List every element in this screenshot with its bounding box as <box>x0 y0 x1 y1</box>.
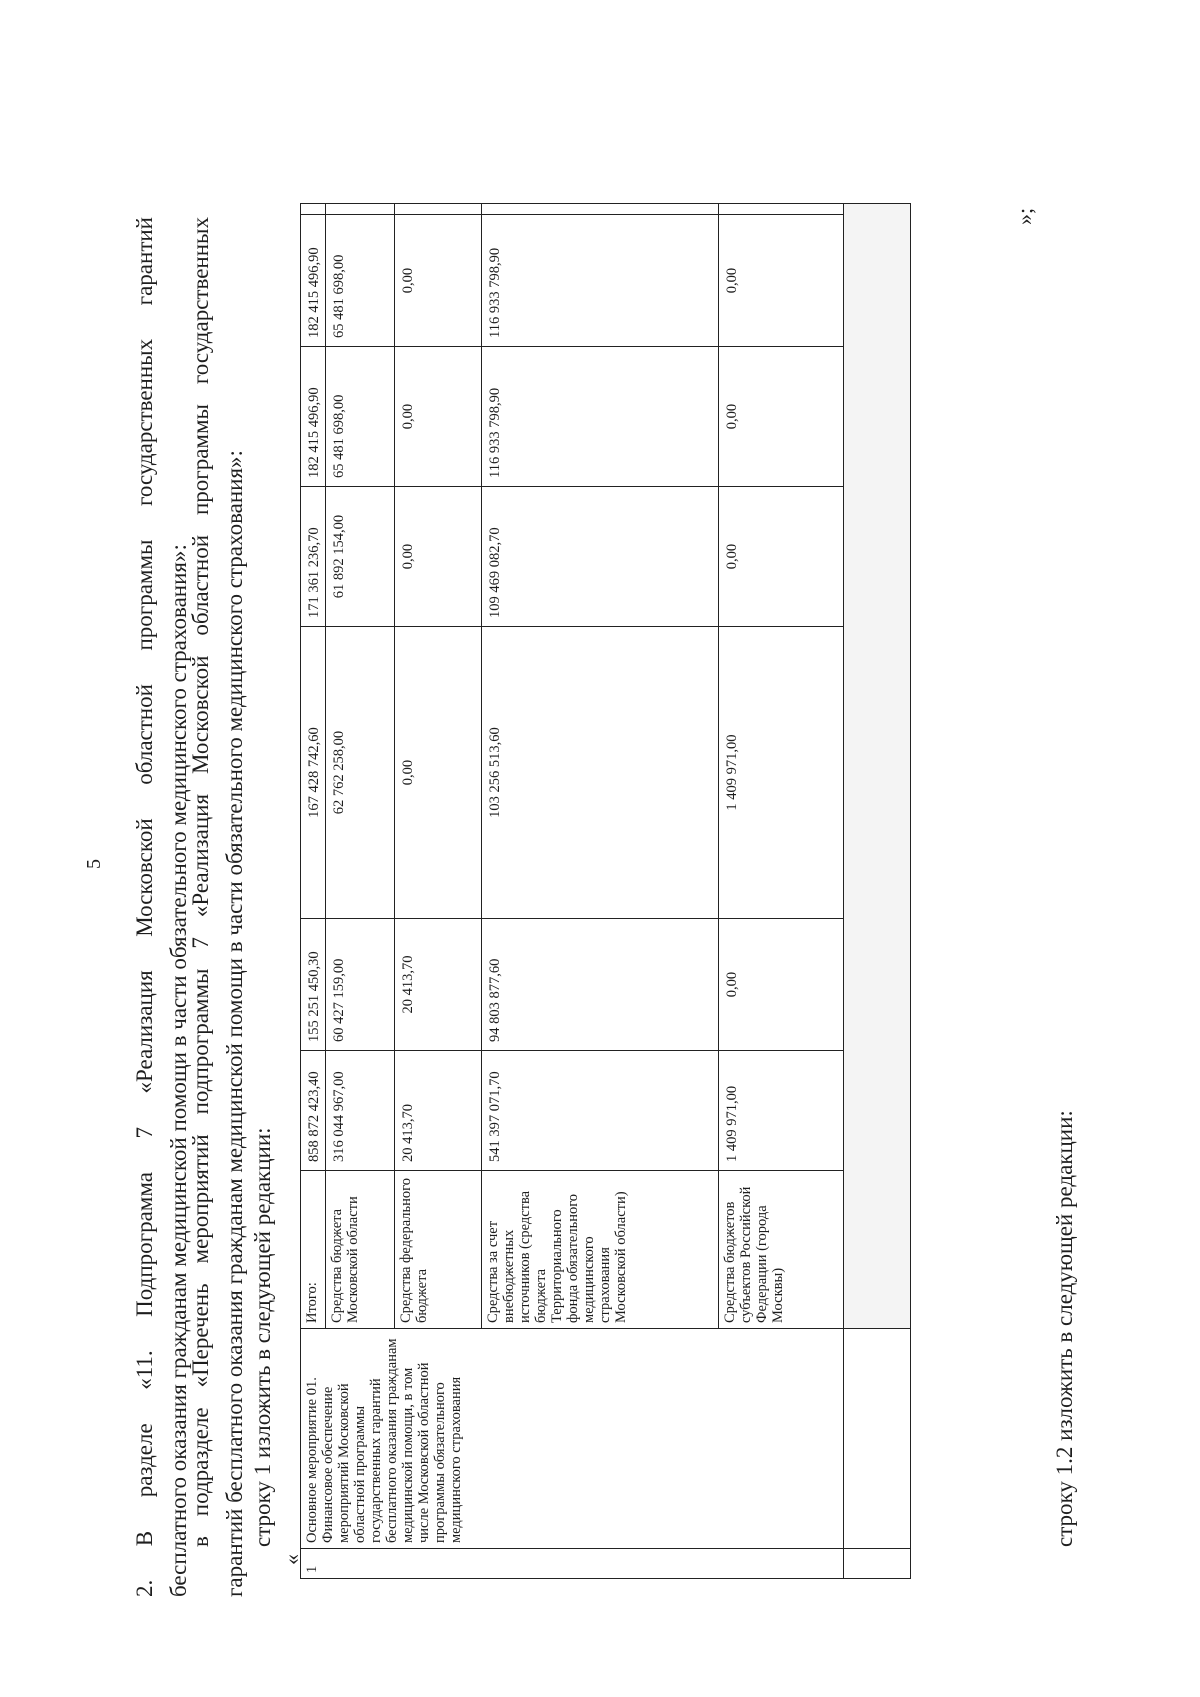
funding-source-cell: Средства бюджетов субъектов Российской Федерации (города Москвы) <box>719 1171 844 1329</box>
year-1-amount-cell: 155 251 450,30 <box>301 919 326 1051</box>
year-5-amount-cell: 0,00 <box>719 215 844 347</box>
funding-source-cell: Средства бюджета Московской области <box>326 1171 395 1329</box>
blank-band-cell <box>844 204 911 1329</box>
year-3-amount-cell: 61 892 154,00 <box>326 487 395 627</box>
year-2-amount-cell: 62 762 258,00 <box>326 627 395 919</box>
funding-source-cell: Итого: <box>301 1171 326 1329</box>
paragraph-1-line-1: 2. В разделе «11. Подпрограмма 7 «Реализация Московской областной программы государственных гарантий <box>132 217 157 1597</box>
closing-line: строку 1.2 изложить в следующей редакции: <box>1052 1110 1077 1547</box>
close-quote: »; <box>1012 207 1037 225</box>
row-number-cell: 1 <box>301 1549 844 1579</box>
funding-source-cell: Средства федерального бюджета <box>395 1171 482 1329</box>
activity-name-cell: Основное мероприятие 01. Финансовое обеспечение мероприятий Московской областной программы государственных гарантий бесплатного оказания гражданам медицинской помощи, в том числе Московской областной программы обязательного медицинского страхования <box>301 1329 844 1549</box>
total-amount-cell: 858 872 423,40 <box>301 1051 326 1171</box>
year-2-amount-cell: 167 428 742,60 <box>301 627 326 919</box>
total-amount-cell: 20 413,70 <box>395 1051 482 1171</box>
year-5-amount-cell: 182 415 496,90 <box>301 215 326 347</box>
funding-source-cell: Средства за счет внебюджетных источников (средства бюджета Территориального фонда обязательного медицинского страхования Московской области) <box>482 1171 719 1329</box>
blank-cell <box>844 1549 911 1579</box>
year-1-amount-cell: 94 803 877,60 <box>482 919 719 1051</box>
table-row-bottom-blank <box>844 204 911 1579</box>
year-2-amount-cell: 0,00 <box>395 627 482 919</box>
year-3-amount-cell: 0,00 <box>719 487 844 627</box>
year-5-amount-cell: 0,00 <box>395 215 482 347</box>
open-quote: « <box>279 1554 304 1565</box>
spacer-cell <box>719 204 844 215</box>
year-1-amount-cell: 20 413,70 <box>395 919 482 1051</box>
total-amount-cell: 316 044 967,00 <box>326 1051 395 1171</box>
year-4-amount-cell: 182 415 496,90 <box>301 347 326 487</box>
year-1-amount-cell: 60 427 159,00 <box>326 919 395 1051</box>
spacer-cell <box>482 204 719 215</box>
year-4-amount-cell: 116 933 798,90 <box>482 347 719 487</box>
spacer-cell <box>301 204 326 215</box>
table-row-total <box>301 204 326 1579</box>
year-4-amount-cell: 0,00 <box>719 347 844 487</box>
program-activity-table <box>300 203 911 1579</box>
year-3-amount-cell: 0,00 <box>395 487 482 627</box>
year-1-amount-cell: 0,00 <box>719 919 844 1051</box>
year-2-amount-cell: 103 256 513,60 <box>482 627 719 919</box>
year-4-amount-cell: 0,00 <box>395 347 482 487</box>
total-amount-cell: 541 397 071,70 <box>482 1051 719 1171</box>
year-2-amount-cell: 1 409 971,00 <box>719 627 844 919</box>
paragraph-2-line-1: в подразделе «Перечень мероприятий подпрограммы 7 «Реализация Московской областной программы государственных <box>188 217 213 1547</box>
page-number: 5 <box>83 859 105 869</box>
blank-cell <box>844 1329 911 1549</box>
paragraph-2-line-2: гарантий бесплатного оказания гражданам медицинской помощи в части обязательного медицинского страхования»: <box>222 450 247 1597</box>
year-5-amount-cell: 65 481 698,00 <box>326 215 395 347</box>
intro-line: строку 1 изложить в следующей редакции: <box>250 1127 275 1547</box>
year-3-amount-cell: 109 469 082,70 <box>482 487 719 627</box>
spacer-cell <box>326 204 395 215</box>
year-5-amount-cell: 116 933 798,90 <box>482 215 719 347</box>
spacer-cell <box>395 204 482 215</box>
paragraph-1-line-2: бесплатного оказания гражданам медицинской помощи в части обязательного медицинского страхования»: <box>166 544 191 1597</box>
total-amount-cell: 1 409 971,00 <box>719 1051 844 1171</box>
year-3-amount-cell: 171 361 236,70 <box>301 487 326 627</box>
year-4-amount-cell: 65 481 698,00 <box>326 347 395 487</box>
